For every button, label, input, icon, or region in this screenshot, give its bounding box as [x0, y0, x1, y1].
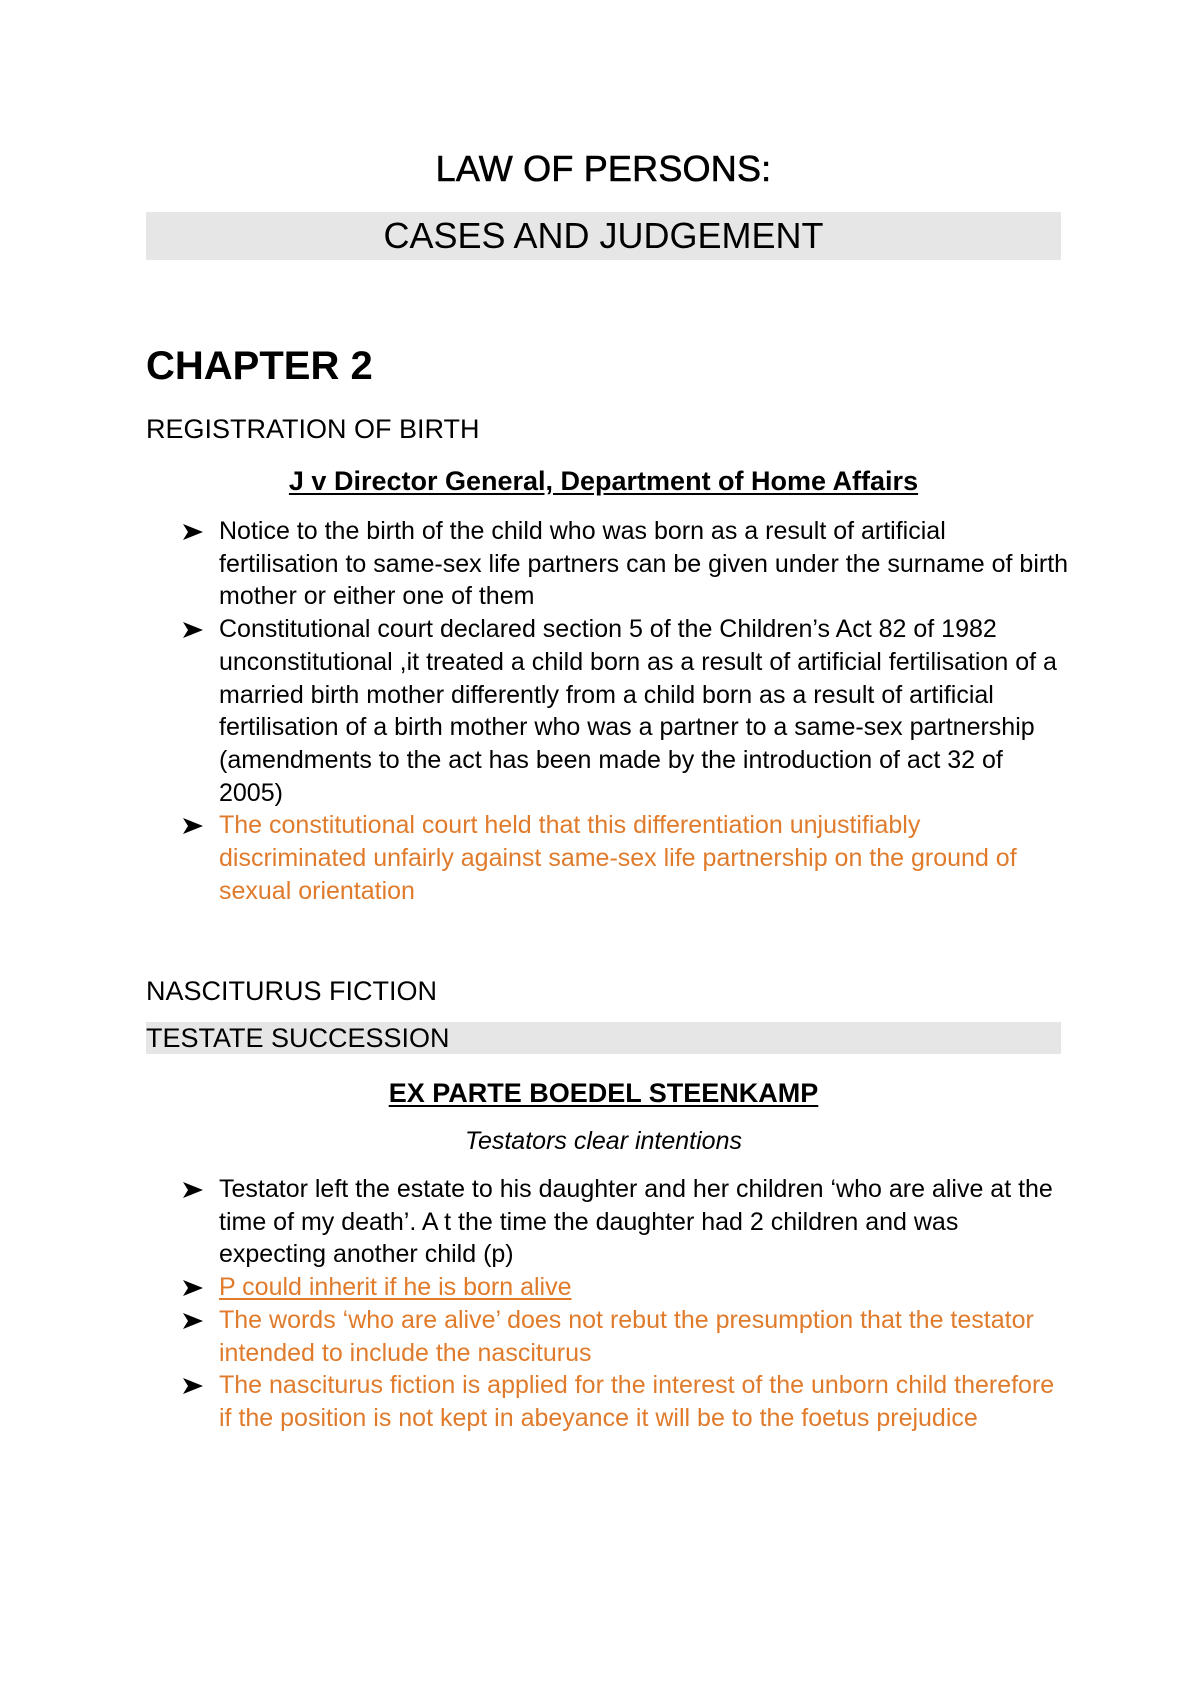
section-label-registration: REGISTRATION OF BIRTH [146, 414, 480, 444]
case-subtitle: Testators clear intentions [464, 1127, 742, 1155]
bullet-text-highlighted: The words ‘who are alive’ does not rebut the presumption that the testator intended to include the nasciturus [219, 1305, 1034, 1367]
arrow-bullet-icon [183, 1271, 203, 1303]
testate-succession-bar [146, 1022, 1061, 1054]
bullet-text: Notice to the birth of the child who was born as a result of artificial fertilisation to same-sex life partners can be given under the surname of birth mother or either one of them [219, 517, 1069, 611]
section-label-nasciturus: NASCITURUS FICTION [146, 976, 438, 1006]
case-title-ex-parte-boedel-steenkamp: EX PARTE BOEDEL STEENKAMP [388, 1078, 819, 1108]
case-title-j-v-director-general: J v Director General, Department of Home Affairs [288, 466, 919, 496]
list-item [146, 1173, 1071, 1271]
bullet-list-nasciturus [146, 1173, 1071, 1435]
bullet-text-highlighted: The nasciturus fiction is applied for the interest of the unborn child therefore if the position is not kept in abeyance it will be to the foetus prejudice [219, 1371, 1055, 1432]
arrow-bullet-icon [183, 515, 203, 547]
list-item [146, 809, 1071, 907]
arrow-bullet-icon [183, 1369, 203, 1401]
list-item [146, 613, 1071, 809]
arrow-bullet-icon [183, 809, 203, 841]
list-item [146, 515, 1071, 613]
arrow-bullet-icon [183, 1304, 203, 1336]
list-item [146, 1271, 1071, 1304]
document-title: LAW OF PERSONS: [435, 148, 772, 189]
list-item [146, 1369, 1071, 1434]
bullet-text: Constitutional court declared section 5 of the Children’s Act 82 of 1982 unconstitutional ,it treated a child born as a result of artificial fertilisation of a married birth mother differently from a child born as a result of artificial fertilisation of a birth mother who was a partner to a same-sex partnership (amendments to the act has been made by the introduction of act 32 of 2005) [219, 615, 1057, 807]
document-subtitle: CASES AND JUDGEMENT [146, 212, 1061, 260]
section-label-testate-succession: TESTATE SUCCESSION [146, 1023, 450, 1053]
list-item [146, 1304, 1071, 1369]
bullet-text-highlighted: The constitutional court held that this differentiation unjustifiably discriminated unfairly against same-sex life partnership on the ground of sexual orientation [219, 811, 1017, 905]
arrow-bullet-icon [183, 1173, 203, 1205]
bullet-text-highlighted: P could inherit if he is born alive [219, 1273, 572, 1302]
chapter-heading: CHAPTER 2 [146, 344, 373, 388]
bullet-text: Testator left the estate to his daughter and her children ‘who are alive at the time of my death’. A t the time the daughter had 2 children and was expecting another child (p) [219, 1175, 1053, 1269]
arrow-bullet-icon [183, 613, 203, 645]
bullet-list-registration [146, 515, 1071, 907]
